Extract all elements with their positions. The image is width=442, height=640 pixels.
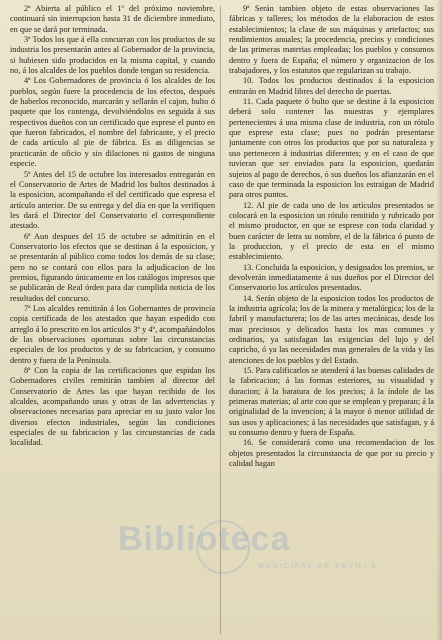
right-column bbox=[229, 4, 434, 636]
article-10: 10. Todos los productos destinados á la esposicion entrarán en Madrid libres del derecho de puertas. bbox=[229, 76, 434, 96]
article-8: 8ª Con la copia de las certificaciones que espidan los Gobernadores civiles remitirán tambien al director del Conservatorio de Artes las que hayan recibido de los alcaldes, acompañando unas y otras de las advertencias y observaciones necesarias para apreciar en su justo valor los diversos efectos industriales, según las condiciones especiales de su fabricacion y las circunstancias de cada localidad. bbox=[10, 366, 215, 448]
article-2: 2ª Abierta al público el 1º del próximo noviembre, continuará sin interrupcion hasta 31 de diciembre inmediato, en que se dará por terminada. bbox=[10, 4, 215, 34]
article-6: 6ª Aun despues del 15 de octubre se admitirán en el Conservatorio los efectos que se destinan á la esposicion, y se presentarán al público como todos los demás de su clase; pero no se contará con ellos para la adjudicacion de los premios, figurando únicamente en los catálogos impresos que se publicarán de Real órden para dar cumplida noticia de los resultados del concurso. bbox=[10, 231, 215, 303]
article-3: 3ª Todos los que á ella concurran con los productos de su industria los presentarán antes al Gobernador de la provincia, si hubiesen sido producidos en la misma capital, y cuando no, á los alcaldes de los pueblos donde tengan su residencia. bbox=[10, 35, 215, 76]
article-12: 12. Al pie de cada uno de los artículos presentados se colocará en la esposicion un rótulo remitido y rubricado por el mismo productor, en que se esprese con toda claridad y buen carácter de letra su nombre, el de la fábrica ó punto de la produccion, y el precio de esta en el mismo establecimiento. bbox=[229, 200, 434, 262]
article-13: 13. Concluida la esposicion, y designados los premios, se devolverán inmediatamente á sus dueños por el Director del Conservatorio los artículos presentados. bbox=[229, 262, 434, 293]
library-watermark: Biblioteca bbox=[118, 520, 291, 558]
article-16: 16. Se considerará como una recomendacion de los objetos presentados la circunstancia de que por su precio y calidad hagan bbox=[229, 438, 434, 469]
article-15: 15. Para calificarlos se atenderá á las buenas calidades de la fabricacion; á las formas esteriores, su visualidad y duracion; á la baratura de los precios; á la índole de las primeras materias; al arte con que se emplean y preparan; á la originalidad de la invencion; á la mayor ó menor utilidad de sus usos y aplicaciones; á las necesidades que satisfagan, y á su consumo dentro y fuera de España. bbox=[229, 366, 434, 438]
library-watermark-subtitle: MUNICIPAL DE SEVILLA bbox=[258, 563, 378, 570]
article-11: 11. Cada paquete ó bulto que se destine á la esposicion deberá solo contener las muestras y ejemplares pertenecientes á una misma clase de industria, con un rótulo que esprese esta clase; pues no podrán presentarse juntamente con otros los productos que por su naturaleza y uso pertenecen á industrias diferentes; y en el caso de que tuvieran que ser enviados para la esposicion, quedarán sujetos al pago de derechos, ó sus dueños los afianzarán en el caso de que terminada la esposicion los estraigan de Madrid para otros puntos. bbox=[229, 97, 434, 200]
column-divider bbox=[220, 6, 221, 634]
article-4: 4ª Los Gobernadores de provincia ó los alcaldes de los pueblos, según fuere la procedencia de los efectos, después de haberlos reconocido, marcarán y sellarán el cajon, bulto ó paquete que los contenga, devolviéndolos en seguida á sus respectivos dueños con un certificado que esprese el punto en que fueron fabricados, el nombre del fabricante, y el precio de cada artículo al pie de fábrica. Es as diligencias se practicarán de oficio y sin dilaciones ni gastos de ninguna especie. bbox=[10, 76, 215, 169]
article-14: 14. Serán objeto de la esposicion todos los productos de la industria agrícola; los de la minera y metalúrgica; los de la fabril y manufacturera; los de las artes mecánicas, desde los mas preciosos y delicados hasta los mas comunes y ordinarios, ya satisfagan las exigencias del lujo y del capricho, ó ya las necesidades mas generales de la vida y las atenciones de los pueblos y del Estado. bbox=[229, 293, 434, 365]
article-7: 7ª Los alcaldes remitirán á los Gobernantes de provincia copia certificada de los atestados que hayan espedido con arreglo á lo prescrito en los artículos 3º y 4º, acompañándolos de las observaciones oportunas sobre las circunstancias especiales de los productos y de su fabricacion, y consumo dentro y fuera de la Península. bbox=[10, 303, 215, 365]
page-edge-shadow bbox=[436, 0, 442, 640]
article-5: 5ª Antes del 15 de octubre los interesados entregarán en el Conservatorio de Artes de Madrid los bultos destinados á la esposicion, acompañando el del certificado que espresa el artículo anterior. De su entrega y del día en que la verifiquen les dará el Director del Conservatorio el correspondiente atestado. bbox=[10, 169, 215, 231]
left-column bbox=[10, 4, 215, 636]
article-9: 9ª Serán tambien objeto de estas observaciones las fábricas y talleres; los métodos de la elaboracion de estos establecimientos; la clase de sus máquinas y artefactos; sus rendimientos anuales; la procedencia, precios y condiciones de las primeras materias empleadas; los pueblos y consumos dentro y fuera de España; el número y organizacion de los trabajadores, y los estatutos que regularizan su trabajo. bbox=[229, 4, 434, 76]
